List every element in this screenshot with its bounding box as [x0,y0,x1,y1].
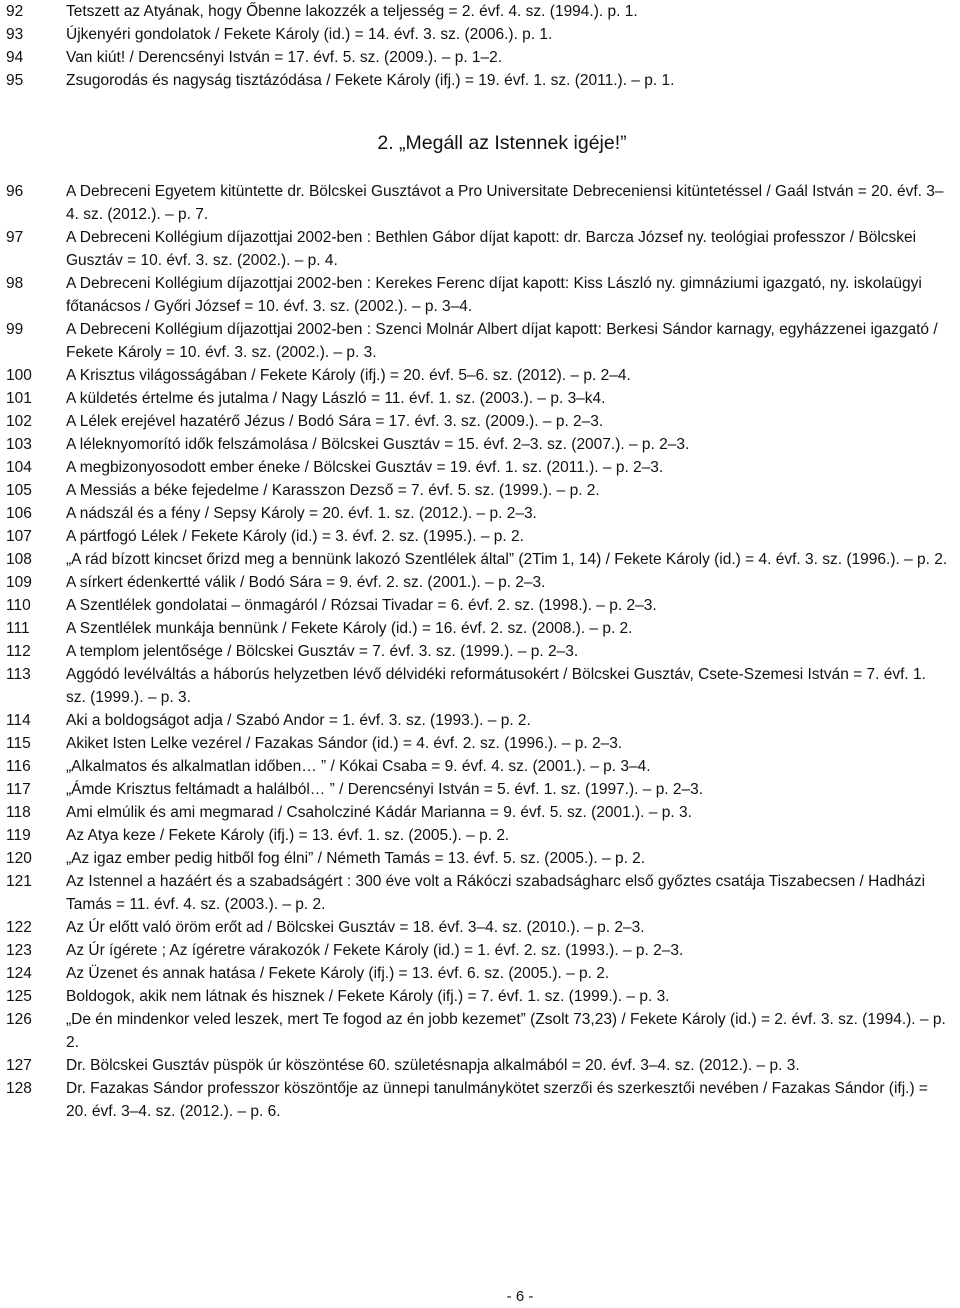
entry-number: 121 [6,873,32,890]
bibliography-entry [0,1054,960,1077]
entry-number: 114 [6,712,31,729]
entry-text: Az Úr előtt való öröm erőt ad / Bölcskei Gusztáv = 18. évf. 3–4. sz. (2010.). – p. 2–3. [66,919,645,936]
entry-text: Az Üzenet és annak hatása / Fekete Károly (ifj.) = 13. évf. 6. sz. (2005.). – p. 2. [66,965,610,982]
bibliography-entry [0,571,960,594]
bibliography-entry [0,0,960,23]
entry-text: A megbizonyosodott ember éneke / Bölcskei Gusztáv = 19. évf. 1. sz. (2011.). – p. 2–3. [66,459,664,476]
entry-number: 108 [6,551,32,568]
bibliography-entry [0,801,960,824]
bibliography-entry [0,180,960,226]
entry-number: 99 [6,321,24,338]
bibliography-entry [0,939,960,962]
entry-text: A Szentlélek gondolatai – önmagáról / Rózsai Tivadar = 6. évf. 2. sz. (1998.). – p. 2–3. [66,597,657,614]
entry-text: Boldogok, akik nem látnak és hisznek / Fekete Károly (ifj.) = 7. évf. 1. sz. (1999.). – p. 3. [66,988,670,1005]
entry-text: Dr. Fazakas Sándor professzor köszöntője az ünnepi tanulmánykötet szerzői és szerkesztői nevében / Fazakas Sándor (ifj.) = 20. évf. 3–4. sz. (2012.). – p. 6. [66,1080,928,1120]
bibliography-entry [0,433,960,456]
entry-list-main [0,180,960,1123]
entry-text: A Debreceni Kollégium díjazottjai 2002-ben : Kerekes Ferenc díjat kapott: Kiss László ny. gimnáziumi igazgató, ny. iskolaügyi főtanácsos / Győri József = 10. évf. 3. sz. (2002.). – p. 3–4. [66,275,922,315]
bibliography-entry [0,23,960,46]
entry-text: Ami elmúlik és ami megmarad / Csaholcziné Kádár Marianna = 9. évf. 5. sz. (2001.). – p. 3. [66,804,692,821]
entry-number: 96 [6,183,24,200]
entry-number: 122 [6,919,32,936]
entry-text: A küldetés értelme és jutalma / Nagy László = 11. évf. 1. sz. (2003.). – p. 3–k4. [66,390,606,407]
entry-text: Aki a boldogságot adja / Szabó Andor = 1. évf. 3. sz. (1993.). – p. 2. [66,712,531,729]
entry-text: A Messiás a béke fejedelme / Karasszon Dezső = 7. évf. 5. sz. (1999.). – p. 2. [66,482,600,499]
bibliography-entry [0,69,960,92]
entry-text: Dr. Bölcskei Gusztáv püspök úr köszöntése 60. születésnapja alkalmából = 20. évf. 3–4. sz. (2012.). – p. 3. [66,1057,800,1074]
bibliography-entry [0,456,960,479]
entry-number: 113 [6,666,31,683]
bibliography-entry [0,272,960,318]
bibliography-entry [0,318,960,364]
entry-text: A Krisztus világosságában / Fekete Károly (ifj.) = 20. évf. 5–6. sz. (2012). – p. 2–4. [66,367,631,384]
bibliography-entry [0,364,960,387]
bibliography-entry [0,226,960,272]
bibliography-entry [0,870,960,916]
bibliography-entry [0,387,960,410]
entry-text: A léleknyomorító idők felszámolása / Bölcskei Gusztáv = 15. évf. 2–3. sz. (2007.). – p. 2–3. [66,436,690,453]
entry-number: 103 [6,436,32,453]
bibliography-entry [0,709,960,732]
page-number: - 6 - [506,1288,534,1305]
entry-text: A Debreceni Kollégium díjazottjai 2002-ben : Szenci Molnár Albert díjat kapott: Berkesi Sándor karnagy, egyházzenei igazgató / Fekete Károly = 10. évf. 3. sz. (2002.). – p. 3. [66,321,938,361]
entry-text: A nádszál és a fény / Sepsy Károly = 20. évf. 1. sz. (2012.). – p. 2–3. [66,505,537,522]
bibliography-entry [0,46,960,69]
entry-text: A Szentlélek munkája bennünk / Fekete Károly (id.) = 16. évf. 2. sz. (2008.). – p. 2. [66,620,633,637]
entry-number: 93 [6,26,24,43]
entry-number: 127 [6,1057,32,1074]
bibliography-entry [0,1008,960,1054]
bibliography-entry [0,594,960,617]
entry-number: 100 [6,367,32,384]
bibliography-entry [0,410,960,433]
bibliography-entry [0,640,960,663]
entry-text: „A rád bízott kincset őrizd meg a bennünk lakozó Szentlélek által” (2Tim 1, 14) / Fekete Károly (id.) = 4. évf. 3. sz. (1996.). – p. 2. [66,551,948,568]
entry-number: 102 [6,413,32,430]
bibliography-entry [0,502,960,525]
entry-number: 104 [6,459,32,476]
entry-text: Az Úr ígérete ; Az ígéretre várakozók / Fekete Károly (id.) = 1. évf. 2. sz. (1993.). – p. 2–3. [66,942,684,959]
bibliography-entry [0,663,960,709]
entry-text: A sírkert édenkertté válik / Bodó Sára = 9. évf. 2. sz. (2001.). – p. 2–3. [66,574,546,591]
entry-text: Aggódó levélváltás a háborús helyzetben lévő délvidéki reformátusokért / Bölcskei Gusztáv, Csete-Szemesi István = 7. évf. 1. sz. (1999.). – p. 3. [66,666,926,706]
entry-text: A Debreceni Kollégium díjazottjai 2002-ben : Bethlen Gábor díjat kapott: dr. Barcza József ny. teológiai professzor / Bölcskei Gusztáv = 10. évf. 3. sz. (2002.). – p. 4. [66,229,917,269]
entry-text: Az Istennel a hazáért és a szabadságért : 300 éve volt a Rákóczi szabadságharc első győztes csatája Tiszabecsen / Hadházi Tamás = 11. évf. 4. sz. (2003.). – p. 2. [66,873,926,913]
entry-number: 116 [6,758,31,775]
entry-text: A Lélek erejével hazatérő Jézus / Bodó Sára = 17. évf. 3. sz. (2009.). – p. 2–3. [66,413,604,430]
bibliography-entry [0,525,960,548]
bibliography-entry [0,1077,960,1123]
entry-number: 110 [6,597,31,614]
entry-number: 124 [6,965,32,982]
entry-text: Újkenyéri gondolatok / Fekete Károly (id.) = 14. évf. 3. sz. (2006.). p. 1. [66,26,553,43]
entry-number: 128 [6,1080,32,1097]
entry-text: A pártfogó Lélek / Fekete Károly (id.) = 3. évf. 2. sz. (1995.). – p. 2. [66,528,524,545]
entry-number: 106 [6,505,32,522]
entry-number: 111 [6,620,30,637]
entry-number: 92 [6,3,24,20]
bibliography-entry [0,962,960,985]
entry-number: 112 [6,643,31,660]
bibliography-entry [0,617,960,640]
entry-text: „Az igaz ember pedig hitből fog élni” / Németh Tamás = 13. évf. 5. sz. (2005.). – p. 2. [66,850,646,867]
entry-number: 125 [6,988,32,1005]
entry-text: Van kiút! / Derencsényi István = 17. évf. 5. sz. (2009.). – p. 1–2. [66,49,503,66]
bibliography-entry [0,755,960,778]
bibliography-entry [0,847,960,870]
entry-number: 109 [6,574,32,591]
entry-number: 117 [6,781,31,798]
entry-number: 118 [6,804,31,821]
entry-number: 123 [6,942,32,959]
entry-list-top [0,0,960,92]
section-heading: 2. „Megáll az Istennek igéje!” [377,132,627,154]
entry-number: 107 [6,528,32,545]
entry-number: 98 [6,275,24,292]
entry-number: 101 [6,390,32,407]
bibliography-entry [0,778,960,801]
entry-text: „De én mindenkor veled leszek, mert Te fogod az én jobb kezemet” (Zsolt 73,23) / Fekete Károly (id.) = 2. évf. 3. sz. (1994.). – p. 2. [66,1011,946,1051]
entry-number: 119 [6,827,31,844]
entry-number: 95 [6,72,24,89]
bibliography-entry [0,916,960,939]
bibliography-entry [0,732,960,755]
bibliography-entry [0,985,960,1008]
bibliography-entry [0,824,960,847]
entry-number: 115 [6,735,31,752]
entry-number: 94 [6,49,24,66]
entry-number: 126 [6,1011,32,1028]
entry-number: 97 [6,229,24,246]
entry-number: 120 [6,850,32,867]
bibliography-entry [0,548,960,571]
entry-text: A Debreceni Egyetem kitüntette dr. Bölcskei Gusztávot a Pro Universitate Debreceniensi kitüntetéssel / Gaál István = 20. évf. 3–4. sz. (2012.). – p. 7. [66,183,944,223]
entry-text: Tetszett az Atyának, hogy Őbenne lakozzék a teljesség = 2. évf. 4. sz. (1994.). p. 1. [66,3,638,20]
entry-text: Akiket Isten Lelke vezérel / Fazakas Sándor (id.) = 4. évf. 2. sz. (1996.). – p. 2–3. [66,735,623,752]
entry-text: „Alkalmatos és alkalmatlan időben… ” / Kókai Csaba = 9. évf. 4. sz. (2001.). – p. 3–4. [66,758,651,775]
entry-number: 105 [6,482,32,499]
entry-text: Az Atya keze / Fekete Károly (ifj.) = 13. évf. 1. sz. (2005.). – p. 2. [66,827,510,844]
entry-text: Zsugorodás és nagyság tisztázódása / Fekete Károly (ifj.) = 19. évf. 1. sz. (2011.). – p. 1. [66,72,675,89]
bibliography-entry [0,479,960,502]
entry-text: A templom jelentősége / Bölcskei Gusztáv = 7. évf. 3. sz. (1999.). – p. 2–3. [66,643,579,660]
entry-text: „Ámde Krisztus feltámadt a halálból… ” / Derencsényi István = 5. évf. 1. sz. (1997.). – p. 2–3. [66,781,704,798]
